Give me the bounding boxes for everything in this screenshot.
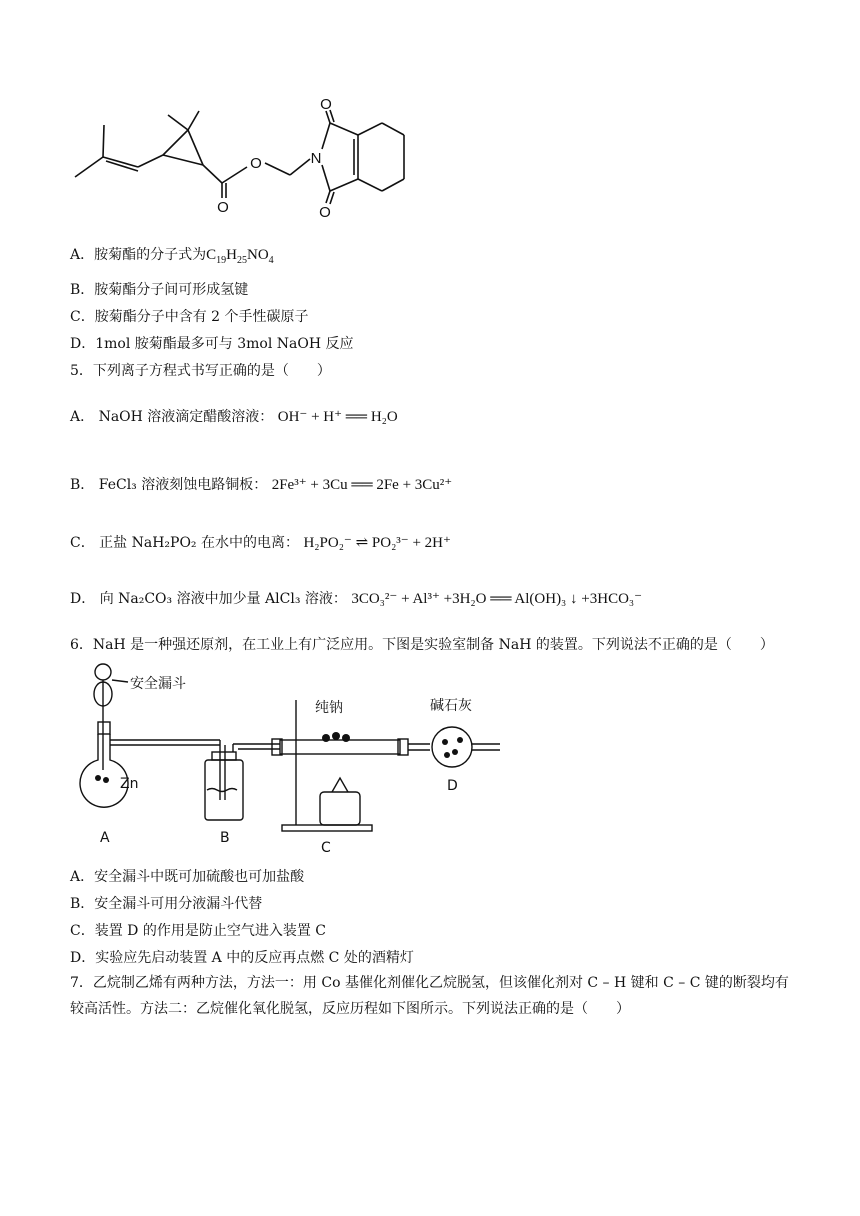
- q4-option-a-text: A．胺菊酯的分子式为: [70, 247, 207, 263]
- q5-option-b-label: B．: [70, 477, 95, 493]
- q5-option-b: [70, 474, 452, 494]
- tetramethrin-structure: [60, 95, 420, 225]
- label-d: D: [447, 778, 458, 794]
- q5-option-c-equation: H₂PO₂⁻ ⇌ PO₂³⁻ + 2H⁺: [303, 535, 451, 551]
- q5-option-d-equation: 3CO₃²⁻ + Al³⁺ +3H₂O ══ Al(OH)₃ ↓ +3HCO₃⁻: [351, 591, 643, 607]
- q5-option-c-label: C．: [70, 535, 95, 551]
- label-soda-lime: 碱石灰: [430, 698, 472, 714]
- q6-stem: 6．NaH 是一种强还原剂，在工业上有广泛应用。下图是实验室制备 NaH 的装置。下列说法不正确的是（ ）: [70, 637, 774, 653]
- label-pure-sodium: 纯钠: [315, 700, 343, 716]
- q5-option-d-label: D．: [70, 591, 96, 607]
- q6-option-d: D．实验应先启动装置 A 中的反应再点燃 C 处的酒精灯: [70, 950, 414, 966]
- label-a: A: [100, 830, 110, 846]
- q4-option-a-formula-rendered: $C_{19}H_{25}NO_4$: [206, 247, 274, 266]
- q4-option-c: C．胺菊酯分子中含有 2 个手性碳原子: [70, 309, 309, 325]
- q6-option-a: A．安全漏斗中既可加硫酸也可加盐酸: [70, 869, 305, 885]
- q5-option-b-text: FeCl₃ 溶液刻蚀电路铜板：: [98, 477, 268, 493]
- nah-apparatus-diagram: [70, 660, 530, 860]
- q7-stem: 7．乙烷制乙烯有两种方法，方法一：用 Co 基催化剂催化乙烷脱氢，但该催化剂对 C – H 键和 C – C 键的断裂均有较高活性。方法二：乙烷催化氧化脱氢，反应历程如下图所示。下列说法正确的是（ ）: [70, 975, 789, 1017]
- atom-o-ester: O: [250, 155, 262, 172]
- atom-o-top: O: [320, 96, 332, 113]
- q5-option-a: [70, 406, 398, 426]
- q5-option-a-text: NaOH 溶液滴定醋酸溶液：: [98, 409, 274, 425]
- atom-o-carbonyl: O: [217, 199, 229, 216]
- q4-option-d: D．1mol 胺菊酯最多可与 3mol NaOH 反应: [70, 336, 354, 352]
- label-safety-funnel: 安全漏斗: [130, 676, 186, 692]
- atom-n: N: [310, 150, 322, 167]
- label-b: B: [220, 830, 230, 846]
- q5-option-c: [70, 532, 451, 552]
- q5-option-a-label: A．: [70, 409, 95, 425]
- q5-option-a-equation: OH⁻ + H⁺ ══ H₂O: [277, 409, 398, 425]
- q5-option-d-text: 向 Na₂CO₃ 溶液中加少量 AlCl₃ 溶液：: [99, 591, 347, 607]
- q6-option-b: B．安全漏斗可用分液漏斗代替: [70, 896, 263, 912]
- q6-option-c: C．装置 D 的作用是防止空气进入装置 C: [70, 923, 326, 939]
- atom-o-bottom: O: [319, 204, 331, 221]
- label-c: C: [321, 840, 331, 856]
- q5-option-b-equation: 2Fe³⁺ + 3Cu ══ 2Fe + 3Cu²⁺: [271, 477, 453, 493]
- q4-option-a: [70, 244, 274, 266]
- q5-option-d: [70, 588, 642, 608]
- label-zn: Zn: [120, 776, 139, 792]
- q5-option-c-text: 正盐 NaH₂PO₂ 在水中的电离：: [99, 535, 299, 551]
- q5-stem: 5．下列离子方程式书写正确的是（ ）: [70, 363, 331, 379]
- q4-option-b: B．胺菊酯分子间可形成氢键: [70, 282, 249, 298]
